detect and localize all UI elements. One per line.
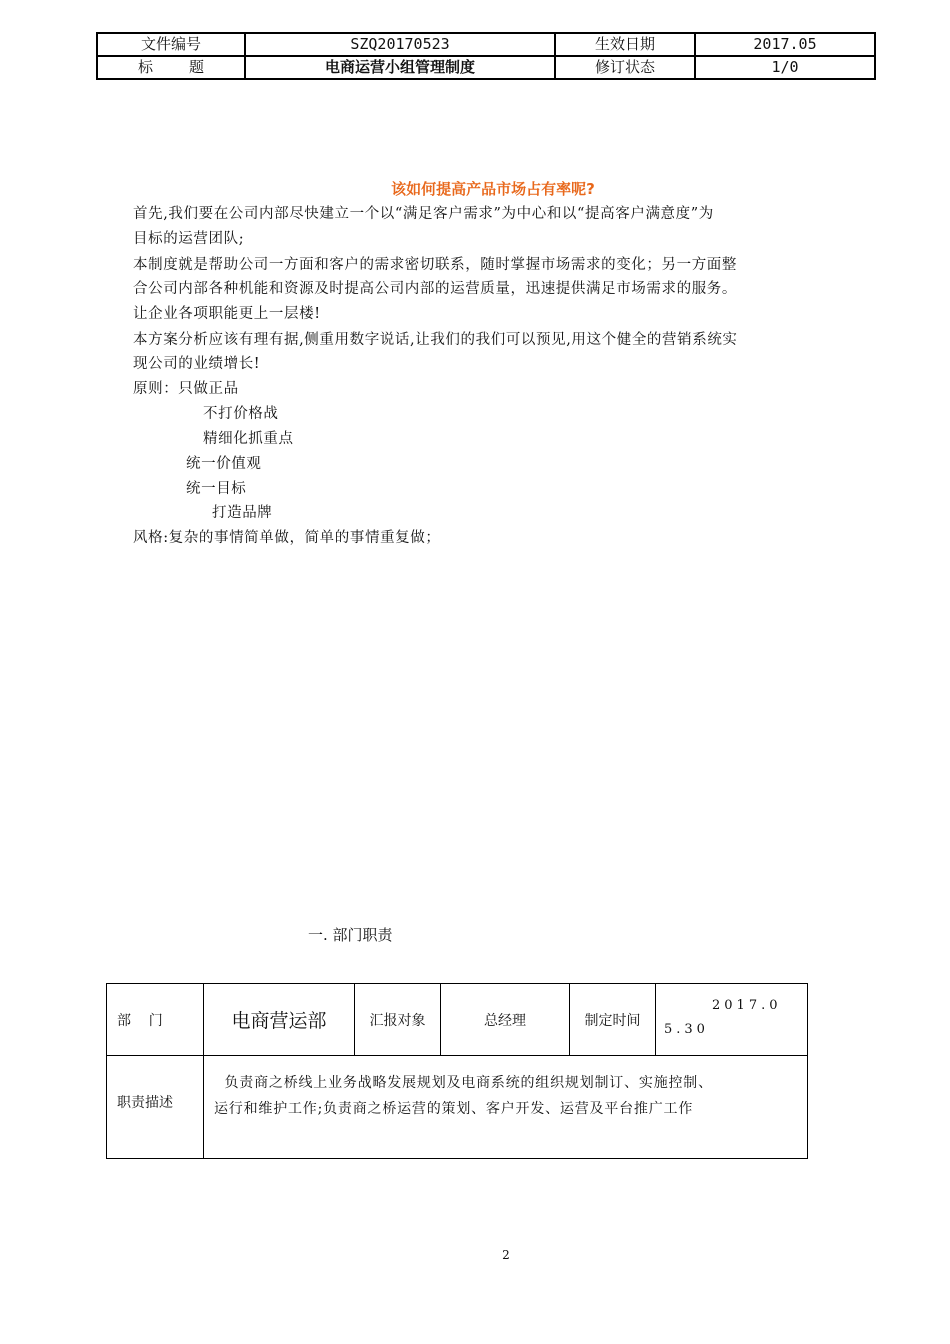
header-table [96, 32, 876, 80]
principle-item: 统一价值观 [186, 456, 262, 472]
doc-no-label: 文件编号 [97, 33, 245, 56]
made-date [656, 984, 808, 1056]
duty-line2: 运行和维护工作;负责商之桥运营的策划、客户开发、运营及平台推广工作 [214, 1101, 694, 1117]
body-line: 让企业各项职能更上一层楼! [133, 306, 321, 322]
title-label: 标 题 [97, 56, 245, 79]
body-line: 目标的运营团队; [133, 231, 245, 247]
report-label: 汇报对象 [355, 984, 441, 1056]
principle-item: 打造品牌 [212, 505, 273, 521]
question-title: 该如何提高产品市场占有率呢? [391, 180, 595, 198]
section-heading: 一. 部门职责 [308, 926, 393, 944]
department-table [106, 983, 808, 1159]
duty-label: 职责描述 [107, 1056, 204, 1159]
principle-item: 不打价格战 [203, 406, 279, 422]
body-line: 现公司的业绩增长! [133, 356, 261, 372]
principle-item: 精细化抓重点 [203, 431, 294, 447]
body-line: 首先,我们要在公司内部尽快建立一个以“满足客户需求”为中心和以“提高客户满意度”为 [133, 206, 714, 222]
report-to: 总经理 [441, 984, 570, 1056]
page-number: 2 [502, 1248, 510, 1262]
revision-label: 修订状态 [555, 56, 695, 79]
body-line: 合公司内部各种机能和资源及时提高公司内部的运营质量，迅速提供满足市场需求的服务。 [133, 281, 737, 297]
principles-label: 原则：只做正品 [133, 381, 239, 397]
effective-date: 2017.05 [695, 33, 875, 56]
doc-no: SZQ20170523 [245, 33, 555, 56]
made-date-line1: 2017.0 [712, 997, 782, 1013]
body-line: 本方案分析应该有理有据,侧重用数字说话,让我们的我们可以预见,用这个健全的营销系统实 [133, 332, 738, 348]
doc-title: 电商运营小组管理制度 [245, 56, 555, 79]
revision: 1/0 [695, 56, 875, 79]
effective-date-label: 生效日期 [555, 33, 695, 56]
body-line: 本制度就是帮助公司一方面和客户的需求密切联系，随时掌握市场需求的变化；另一方面整 [133, 257, 737, 273]
dept-label: 部 门 [107, 984, 204, 1056]
made-date-line2: 5.30 [664, 1021, 709, 1037]
made-date-label: 制定时间 [570, 984, 656, 1056]
dept-name: 电商营运部 [204, 984, 355, 1056]
duty-description [204, 1056, 808, 1159]
principle-item: 统一目标 [186, 481, 247, 497]
duty-line1: 负责商之桥线上业务战略发展规划及电商系统的组织规划制订、实施控制、 [214, 1075, 713, 1091]
style-line: 风格:复杂的事情简单做，简单的事情重复做； [133, 530, 441, 546]
